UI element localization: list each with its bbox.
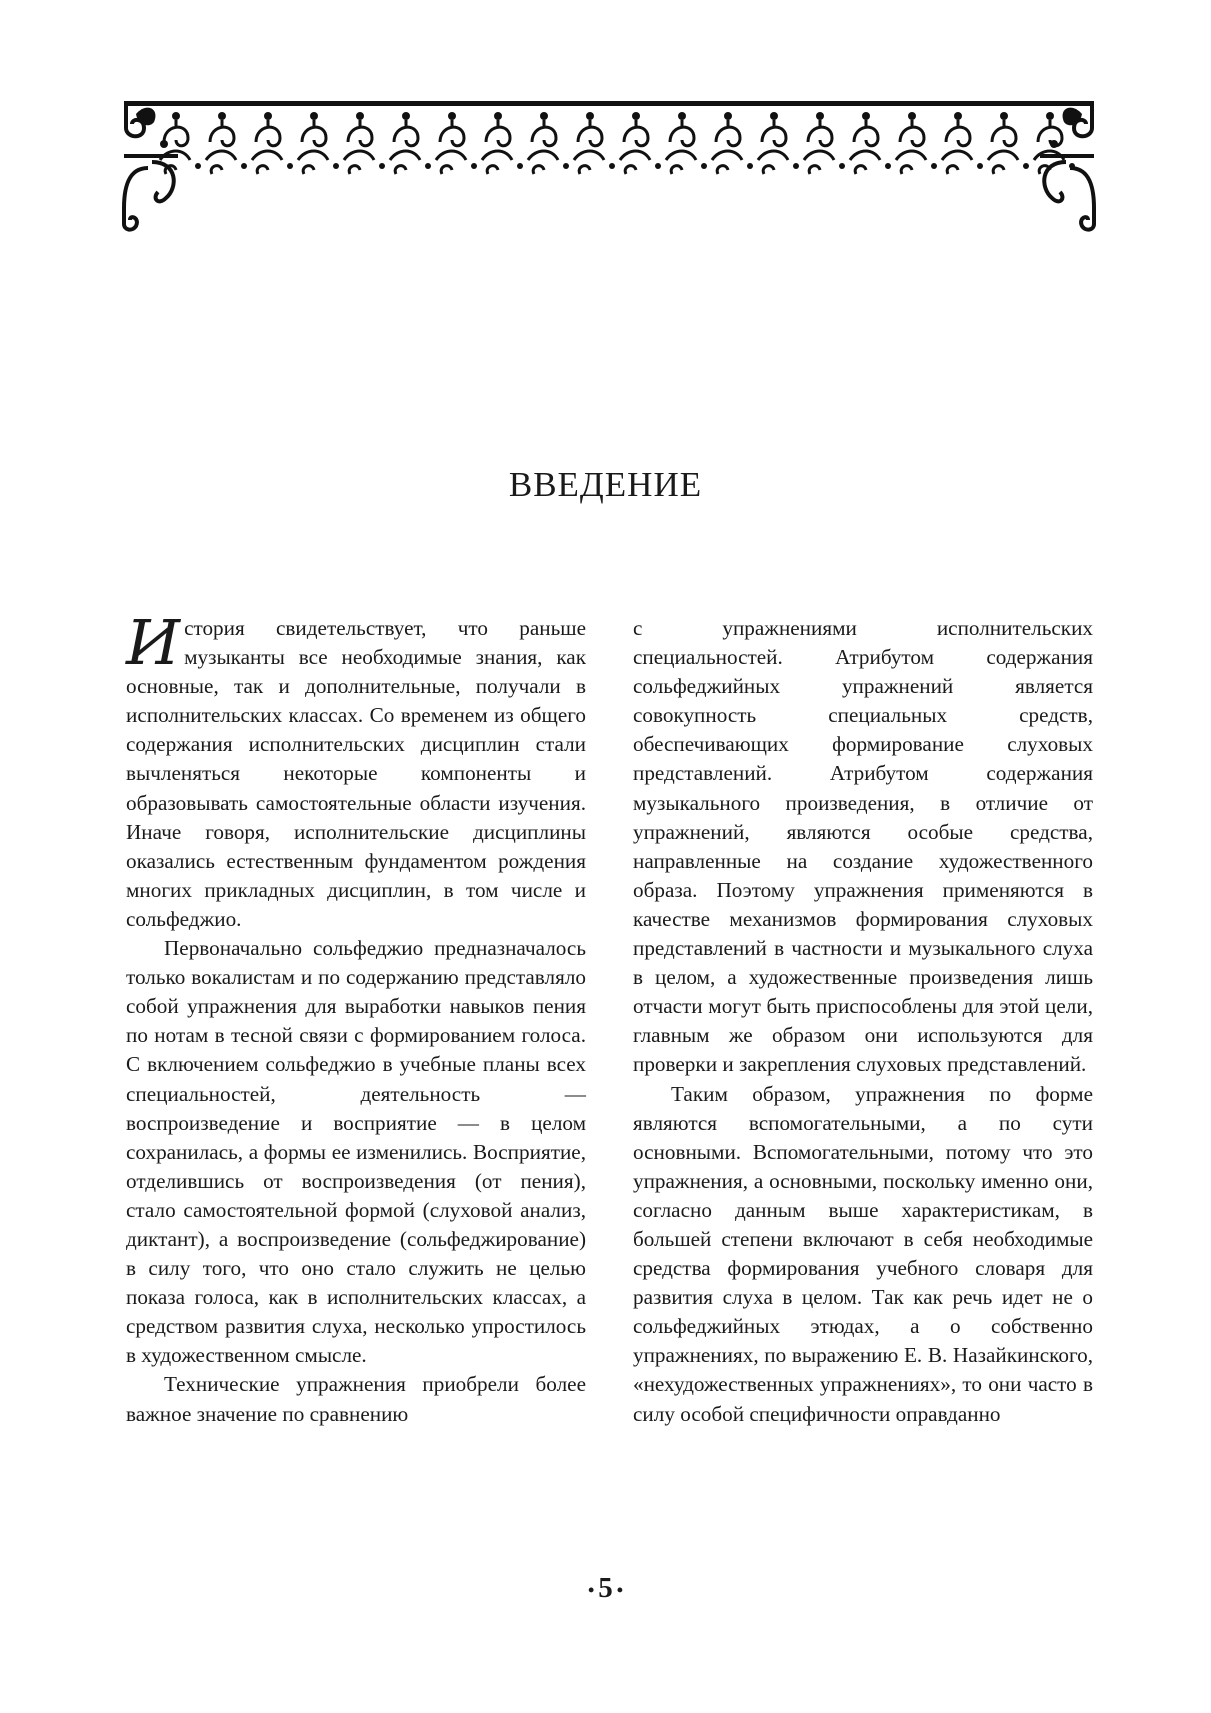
paragraph-1 <box>126 606 586 934</box>
paragraph-1-text: стория свидетельствует, что раньше музыканты все необходимые знания, как основные, так и дополнительные, получали в исполнительских классах. Со временем из общего содержания исполнительских дисциплин стали вычленяться некоторые компоненты и образовывать самостоятельные области изучения. Иначе говоря, исполнительские дисциплины оказались естественным фундаментом рождения многих прикладных дисциплин, в том числе и сольфеджио. <box>126 616 586 931</box>
right-column <box>633 614 1093 1429</box>
header-ornament <box>118 98 1100 233</box>
paragraph-3-continued: с упражнениями исполнительских специальностей. Атрибутом содержания сольфеджийных упражнений является совокупность специальных средств, обеспечивающих формирование слуховых представлений. Атрибутом содержания музыкального произведения, в отличие от упражнений, являются особые средства, направленные на создание художественного образа. Поэтому упражнения применяются в качестве механизмов формирования слуховых представлений в частности и музыкального слуха в целом, а художественные произведения лишь отчасти могут быть приспособлены для этой цели, главным же образом они используются для проверки и закрепления слуховых представлений. <box>633 616 1093 1077</box>
page-number-dot-left: • <box>587 1579 595 1600</box>
page-number-value: 5 <box>598 1572 613 1604</box>
ornament-top-bar <box>124 101 1094 106</box>
ornament-left-corner <box>124 103 178 230</box>
page-title: ВВЕДЕНИЕ <box>508 465 703 504</box>
ornament-right-corner <box>1040 103 1094 230</box>
page-number <box>0 1572 1211 1605</box>
page-number-dot-right: • <box>616 1579 624 1600</box>
paragraph-3: Технические упражнения приобрели более важное значение по сравнению <box>126 1372 586 1426</box>
paragraph-4: Таким образом, упражнения по форме являются вспомогательными, а по сути основными. Вспомогательными, потому что это упражнения, а основными, поскольку именно они, согласно данным выше характеристикам, в большей степени включают в себя необходимые средства формирования учебного словаря для развития слуха в целом. Так как речь идет не о сольфеджийных этюдах, а о собственно упражнениях, по выражению Е. В. Назайкинского, «нехудожественных упражнениях», то они часто в силу особой специфичности оправданно <box>633 1081 1093 1426</box>
drop-cap: И <box>126 606 181 679</box>
left-column <box>126 606 586 1429</box>
paragraph-2: Первоначально сольфеджио предназначалось только вокалистам и по содержанию представляло собой упражнения для выработки навыков пения по нотам в тесной связи с формированием голоса. С включением сольфеджио в учебные планы всех специальностей, деятельность — воспроизведение и восприятие — в целом сохранилась, а формы ее изменились. Восприятие, отделившись от воспроизведения (от пения), стало самостоятельной формой (слуховой анализ, диктант), а воспроизведение (сольфеджирование) в силу того, что оно стало служить не целью показа голоса, как в исполнительских классах, а средством развития слуха, несколько упростилось в художественном смысле. <box>126 936 586 1368</box>
